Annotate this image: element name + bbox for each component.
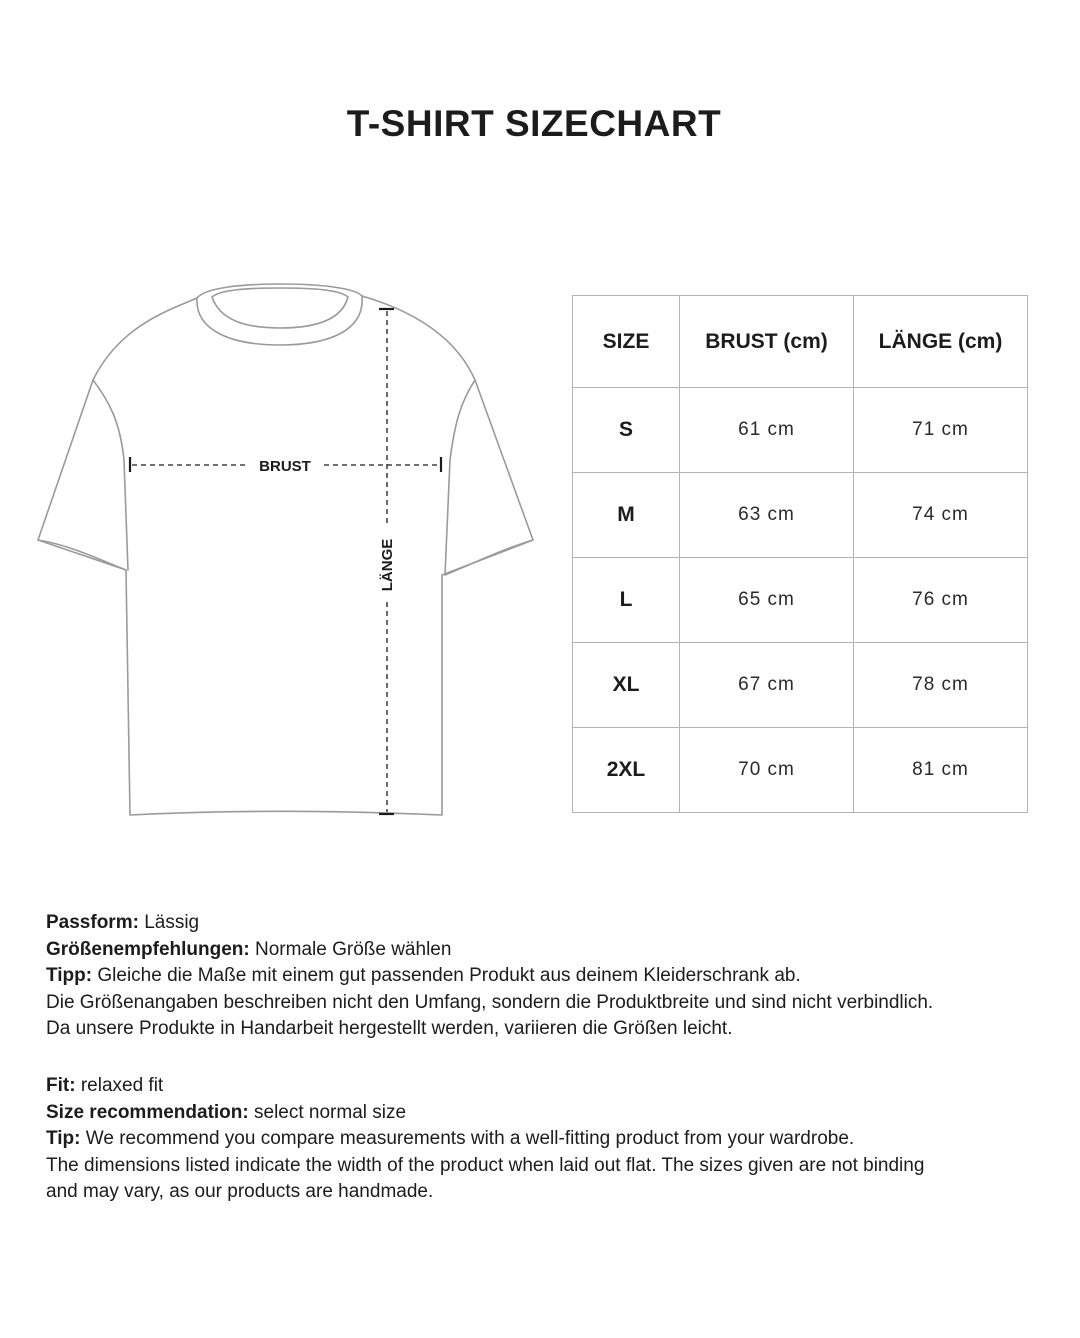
table-row: [573, 388, 1028, 473]
tip-label: Tip:: [46, 1128, 81, 1149]
tshirt-outline: [38, 296, 533, 815]
laenge-cell: 74 cm: [854, 473, 1028, 558]
tipp-line: [46, 963, 1056, 990]
table-row: [573, 558, 1028, 643]
size-cell: XL: [573, 643, 680, 728]
size-recommendation-value: select normal size: [248, 1101, 407, 1123]
collar-inner: [212, 288, 348, 328]
size-recommendation-line: [46, 1100, 1056, 1127]
laenge-cell: 76 cm: [854, 558, 1028, 643]
groessenangaben-line: Die Größenangaben beschreiben nicht den Umfang, sondern die Produktbreite und sind nicht verbindlich.: [46, 991, 934, 1013]
notes-english: [46, 1073, 1056, 1206]
size-recommendation-label: Size recommendation:: [46, 1101, 249, 1123]
laenge-cell: 71 cm: [854, 388, 1028, 473]
laenge-cell: 81 cm: [854, 728, 1028, 813]
tipp-value: Gleiche die Maße mit einem gut passenden Produkt aus deinem Kleiderschrank ab.: [92, 965, 801, 986]
groesse-label: Größenempfehlungen:: [46, 938, 250, 960]
header-laenge: LÄNGE (cm): [854, 296, 1028, 388]
page-title: T-SHIRT SIZECHART: [346, 103, 722, 144]
collar-band: [197, 296, 362, 345]
table-row: [573, 728, 1028, 813]
size-cell: S: [573, 388, 680, 473]
passform-line: [46, 910, 1056, 937]
tip-line: [46, 1126, 1056, 1153]
brust-cell: 63 cm: [680, 473, 854, 558]
size-table: [572, 295, 1028, 813]
passform-label: Passform:: [46, 912, 139, 933]
header-size: SIZE: [573, 296, 680, 388]
handmade-line: and may vary, as our products are handmade.: [46, 1181, 434, 1202]
tshirt-diagram: [0, 270, 560, 840]
table-row: [573, 473, 1028, 558]
collar-outer: [197, 284, 362, 298]
size-cell: 2XL: [573, 728, 680, 813]
fit-label: Fit:: [46, 1075, 76, 1096]
size-cell: M: [573, 473, 680, 558]
laenge-cell: 78 cm: [854, 643, 1028, 728]
table-row: [573, 643, 1028, 728]
brust-cell: 61 cm: [680, 388, 854, 473]
right-shoulder-seam: [445, 380, 475, 575]
notes-german: [46, 910, 1056, 1043]
left-shoulder-seam: [93, 380, 128, 570]
brust-cell: 70 cm: [680, 728, 854, 813]
tipp-label: Tipp:: [46, 965, 93, 986]
fit-value: relaxed fit: [75, 1075, 164, 1096]
handarbeit-line: Da unsere Produkte in Handarbeit hergestellt werden, variieren die Größen leicht.: [46, 1018, 733, 1039]
brust-cell: 65 cm: [680, 558, 854, 643]
header-brust: BRUST (cm): [680, 296, 854, 388]
table-header-row: [573, 296, 1028, 388]
groesse-line: [46, 937, 1056, 964]
size-cell: L: [573, 558, 680, 643]
tip-value: We recommend you compare measurements with a well-fitting product from your wardrobe.: [80, 1128, 855, 1149]
laenge-diagram-label: LÄNGE: [379, 538, 396, 592]
passform-value: Lässig: [138, 912, 200, 933]
groesse-value: Normale Größe wählen: [249, 938, 452, 960]
brust-cell: 67 cm: [680, 643, 854, 728]
fit-line: [46, 1073, 1056, 1100]
dimensions-line: The dimensions listed indicate the width of the product when laid out flat. The sizes given are not binding: [46, 1154, 925, 1176]
brust-diagram-label: BRUST: [259, 458, 311, 475]
